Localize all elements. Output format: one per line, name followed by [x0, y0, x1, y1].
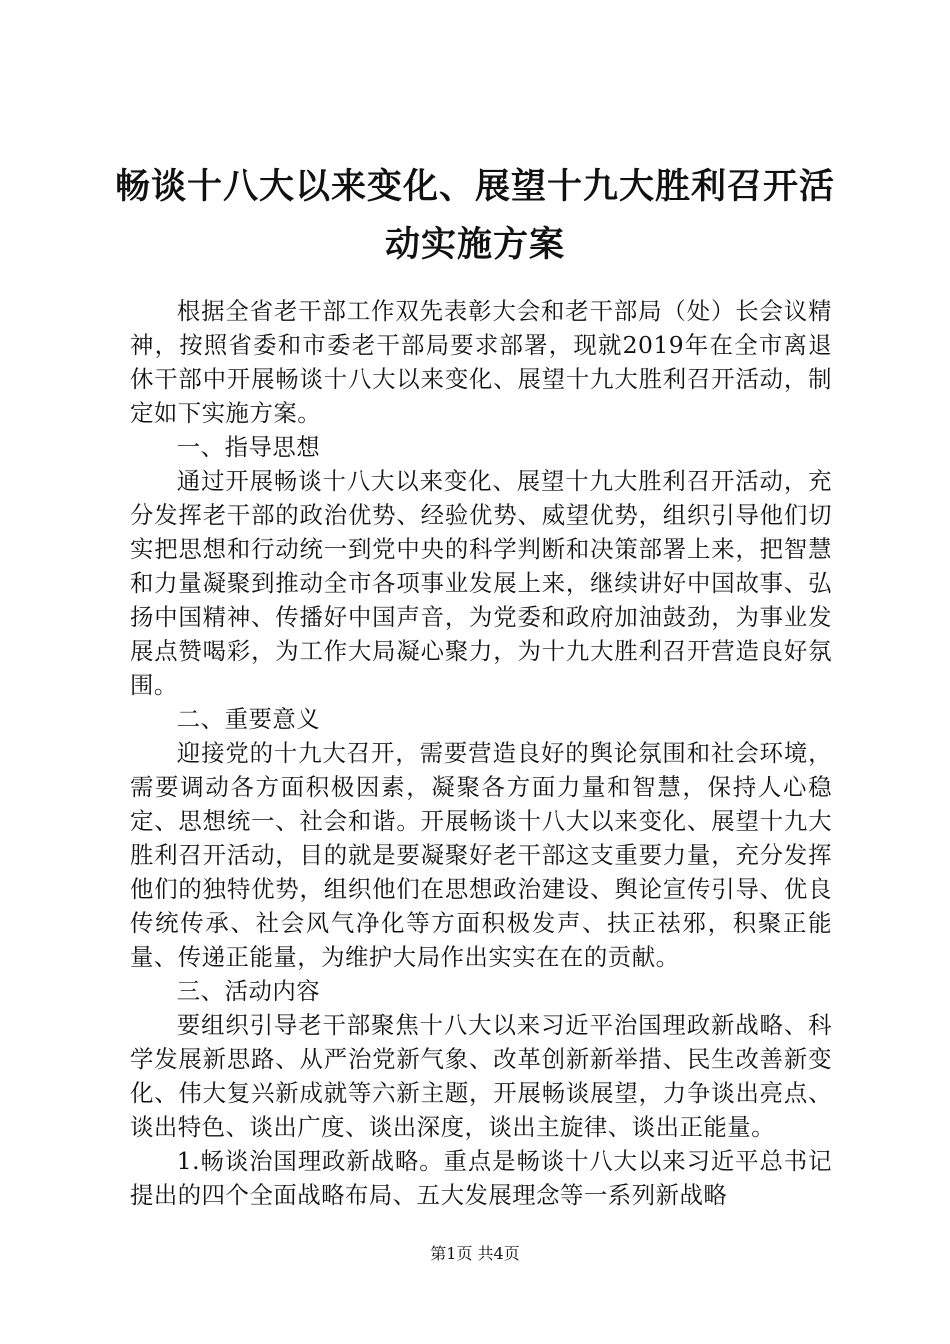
intro-paragraph: 根据全省老干部工作双先表彰大会和老干部局（处）长会议精神，按照省委和市委老干部局要求部署，现就2019年在全市离退休干部中开展畅谈十八大以来变化、展望十九大胜利召开活动，制定如下实施方案。	[130, 297, 832, 427]
document-title	[100, 158, 850, 274]
title-line-1: 畅谈十八大以来变化、展望十九大胜利召开活	[114, 166, 835, 207]
title-line-2: 动实施方案	[384, 224, 565, 265]
activity-content-paragraph: 要组织引导老干部聚焦十八大以来习近平治国理政新战略、科学发展新思路、从严治党新气象、改革创新新举措、民生改善新变化、伟大复兴新成就等六新主题，开展畅谈展望，力争谈出亮点、谈出特色、谈出广度、谈出深度，谈出主旋律、谈出正能量。	[130, 1011, 832, 1141]
significance-paragraph: 迎接党的十九大召开，需要营造良好的舆论氛围和社会环境，需要调动各方面积极因素，凝聚各方面力量和智慧，保持人心稳定、思想统一、社会和谐。开展畅谈十八大以来变化、展望十九大胜利召开活动，目的就是要凝聚好老干部这支重要力量，充分发挥他们的独特优势，组织他们在思想政治建设、舆论宣传引导、优良传统传承、社会风气净化等方面积极发声、扶正祛邪，积聚正能量、传递正能量，为维护大局作出实实在在的贡献。	[130, 739, 832, 971]
section-heading-activity-content: 三、活动内容	[176, 977, 321, 1005]
document-body	[130, 294, 832, 1212]
section-heading-guiding-ideology: 一、指导思想	[176, 433, 321, 461]
page-footer: 第1页 共4页	[430, 1244, 520, 1263]
guiding-ideology-paragraph: 通过开展畅谈十八大以来变化、展望十九大胜利召开活动，充分发挥老干部的政治优势、经验优势、威望优势，组织引导他们切实把思想和行动统一到党中央的科学判断和决策部署上来，把智慧和力量凝聚到推动全市各项事业发展上来，继续讲好中国故事、弘扬中国精神、传播好中国声音，为党委和政府加油鼓劲，为事业发展点赞喝彩，为工作大局凝心聚力，为十九大胜利召开营造良好氛围。	[130, 467, 832, 699]
section-heading-significance: 二、重要意义	[176, 705, 321, 733]
item-1-paragraph: 1.畅谈治国理政新战略。重点是畅谈十八大以来习近平总书记提出的四个全面战略布局、五大发展理念等一系列新战略	[130, 1147, 832, 1209]
